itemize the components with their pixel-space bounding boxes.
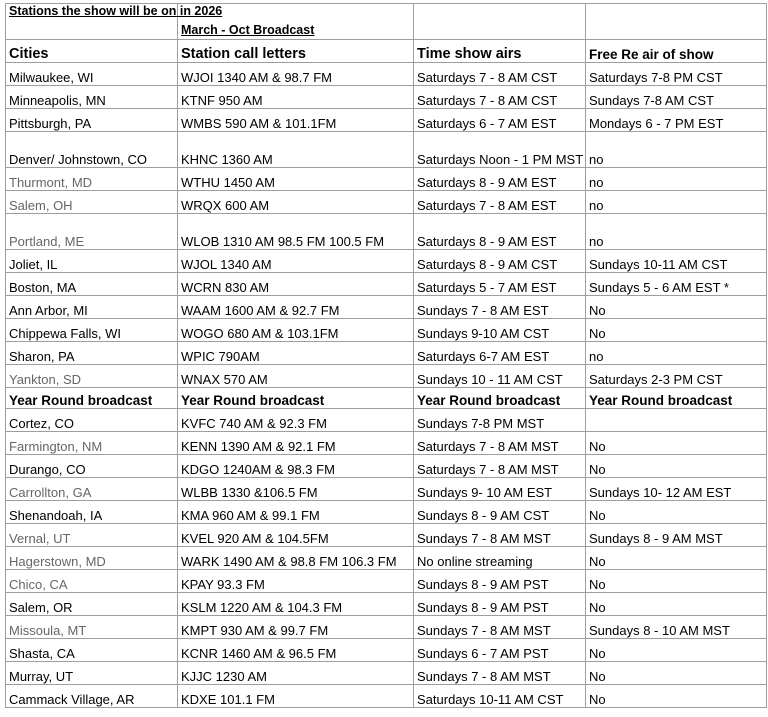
table-row — [6, 478, 767, 501]
time-cell[interactable]: Sundays 7 - 8 AM MST — [414, 524, 586, 547]
free-reair-cell[interactable]: no — [586, 191, 767, 214]
table-row — [6, 319, 767, 342]
station-cell[interactable]: KMPT 930 AM & 99.7 FM — [178, 616, 414, 639]
station-cell[interactable]: WNAX 570 AM — [178, 365, 414, 388]
table-row — [6, 86, 767, 109]
free-reair-cell[interactable]: Sundays 7-8 AM CST — [586, 86, 767, 109]
city-cell[interactable]: Minneapolis, MN — [6, 86, 178, 109]
section-time[interactable]: Year Round broadcast — [414, 388, 586, 409]
free-reair-cell[interactable]: No — [586, 296, 767, 319]
seasonal-rows — [6, 63, 767, 388]
station-cell[interactable]: WMBS 590 AM & 101.1FM — [178, 109, 414, 132]
table-row — [6, 109, 767, 132]
free-reair-cell[interactable]: Saturdays 7-8 PM CST — [586, 63, 767, 86]
stations-title-cell[interactable]: Stations the show will be on in 2026 — [6, 4, 178, 40]
table-row — [6, 365, 767, 388]
time-cell[interactable]: Sundays 8 - 9 AM PST — [414, 593, 586, 616]
table-row — [6, 63, 767, 86]
city-cell[interactable]: Portland, ME — [6, 214, 178, 250]
time-cell[interactable]: Saturdays 7 - 8 AM MST — [414, 455, 586, 478]
city-cell[interactable]: Milwaukee, WI — [6, 63, 178, 86]
time-cell[interactable]: Sundays 7 - 8 AM MST — [414, 662, 586, 685]
header-cities[interactable]: Cities — [6, 40, 178, 63]
free-reair-cell[interactable]: No — [586, 570, 767, 593]
free-reair-cell[interactable]: No — [586, 501, 767, 524]
station-cell[interactable]: WCRN 830 AM — [178, 273, 414, 296]
free-reair-cell[interactable]: No — [586, 319, 767, 342]
table-row — [6, 342, 767, 365]
free-reair-cell[interactable]: No — [586, 639, 767, 662]
free-reair-cell[interactable] — [586, 409, 767, 432]
table-row — [6, 132, 767, 168]
station-cell[interactable]: KENN 1390 AM & 92.1 FM — [178, 432, 414, 455]
free-reair-cell[interactable]: No — [586, 662, 767, 685]
free-reair-cell[interactable]: no — [586, 132, 767, 168]
time-cell[interactable]: Saturdays 7 - 8 AM CST — [414, 63, 586, 86]
station-cell[interactable]: KPAY 93.3 FM — [178, 570, 414, 593]
station-cell[interactable]: KTNF 950 AM — [178, 86, 414, 109]
time-cell[interactable]: Sundays 7 - 8 AM EST — [414, 296, 586, 319]
time-cell[interactable]: Sundays 6 - 7 AM PST — [414, 639, 586, 662]
free-reair-cell[interactable]: no — [586, 168, 767, 191]
city-cell[interactable]: Durango, CO — [6, 455, 178, 478]
table-row — [6, 616, 767, 639]
table-row — [6, 432, 767, 455]
header-call-letters[interactable]: Station call letters — [178, 40, 414, 63]
section-call-letters[interactable]: Year Round broadcast — [178, 388, 414, 409]
header-free-reair[interactable]: Free Re air of show — [586, 40, 767, 63]
time-cell[interactable]: Saturdays 8 - 9 AM EST — [414, 168, 586, 191]
free-reair-cell[interactable]: Saturdays 2-3 PM CST — [586, 365, 767, 388]
station-cell[interactable]: WLOB 1310 AM 98.5 FM 100.5 FM — [178, 214, 414, 250]
table-row — [6, 685, 767, 708]
table-row — [6, 547, 767, 570]
time-cell[interactable]: Sundays 7 - 8 AM MST — [414, 616, 586, 639]
city-cell[interactable]: Shasta, CA — [6, 639, 178, 662]
city-cell[interactable]: Salem, OR — [6, 593, 178, 616]
time-cell[interactable]: Sundays 8 - 9 AM PST — [414, 570, 586, 593]
broadcast-title-cell[interactable]: March - Oct Broadcast — [178, 4, 414, 40]
free-reair-cell[interactable]: Mondays 6 - 7 PM EST — [586, 109, 767, 132]
city-cell[interactable]: Farmington, NM — [6, 432, 178, 455]
table-row — [6, 409, 767, 432]
station-cell[interactable]: WJOI 1340 AM & 98.7 FM — [178, 63, 414, 86]
time-cell[interactable]: Saturdays 7 - 8 AM CST — [414, 86, 586, 109]
free-reair-cell[interactable]: No — [586, 455, 767, 478]
station-cell[interactable]: WTHU 1450 AM — [178, 168, 414, 191]
table-row — [6, 501, 767, 524]
time-cell[interactable]: Saturdays 6 - 7 AM EST — [414, 109, 586, 132]
time-cell[interactable]: Sundays 10 - 11 AM CST — [414, 365, 586, 388]
table-row — [6, 214, 767, 250]
city-cell[interactable]: Sharon, PA — [6, 342, 178, 365]
stations-spreadsheet — [5, 3, 767, 708]
free-reair-cell[interactable]: Sundays 10-11 AM CST — [586, 250, 767, 273]
station-cell[interactable]: WPIC 790AM — [178, 342, 414, 365]
section-cities[interactable]: Year Round broadcast — [6, 388, 178, 409]
city-cell[interactable]: Joliet, IL — [6, 250, 178, 273]
time-cell[interactable]: Saturdays 8 - 9 AM CST — [414, 250, 586, 273]
city-cell[interactable]: Hagerstown, MD — [6, 547, 178, 570]
station-cell[interactable]: KHNC 1360 AM — [178, 132, 414, 168]
station-cell[interactable]: KMA 960 AM & 99.1 FM — [178, 501, 414, 524]
city-cell[interactable]: Ann Arbor, MI — [6, 296, 178, 319]
city-cell[interactable]: Thurmont, MD — [6, 168, 178, 191]
city-cell[interactable]: Denver/ Johnstown, CO — [6, 132, 178, 168]
table-row — [6, 639, 767, 662]
empty-title-cell[interactable] — [586, 4, 767, 40]
table-row — [6, 662, 767, 685]
free-reair-cell[interactable]: No — [586, 593, 767, 616]
time-cell[interactable]: Sundays 8 - 9 AM CST — [414, 501, 586, 524]
free-reair-cell[interactable]: Sundays 10- 12 AM EST — [586, 478, 767, 501]
time-cell[interactable]: Saturdays Noon - 1 PM MST — [414, 132, 586, 168]
station-cell[interactable]: KDGO 1240AM & 98.3 FM — [178, 455, 414, 478]
city-cell[interactable]: Yankton, SD — [6, 365, 178, 388]
city-cell[interactable]: Cammack Village, AR — [6, 685, 178, 708]
station-cell[interactable]: WLBB 1330 &106.5 FM — [178, 478, 414, 501]
time-cell[interactable]: Sundays 9-10 AM CST — [414, 319, 586, 342]
city-cell[interactable]: Vernal, UT — [6, 524, 178, 547]
table-row — [6, 191, 767, 214]
table-row — [6, 296, 767, 319]
city-cell[interactable]: Pittsburgh, PA — [6, 109, 178, 132]
time-cell[interactable]: Saturdays 7 - 8 AM EST — [414, 191, 586, 214]
yearround-rows — [6, 409, 767, 708]
station-cell[interactable]: KDXE 101.1 FM — [178, 685, 414, 708]
free-reair-cell[interactable]: no — [586, 342, 767, 365]
free-reair-cell[interactable]: No — [586, 547, 767, 570]
station-cell[interactable]: WAAM 1600 AM & 92.7 FM — [178, 296, 414, 319]
free-reair-cell[interactable]: No — [586, 432, 767, 455]
time-cell[interactable]: Saturdays 5 - 7 AM EST — [414, 273, 586, 296]
city-cell[interactable]: Chippewa Falls, WI — [6, 319, 178, 342]
station-cell[interactable]: KSLM 1220 AM & 104.3 FM — [178, 593, 414, 616]
station-cell[interactable]: WARK 1490 AM & 98.8 FM 106.3 FM — [178, 547, 414, 570]
station-cell[interactable]: WOGO 680 AM & 103.1FM — [178, 319, 414, 342]
section-free-reair[interactable]: Year Round broadcast — [586, 388, 767, 409]
table-row — [6, 273, 767, 296]
free-reair-cell[interactable]: no — [586, 214, 767, 250]
city-cell[interactable]: Missoula, MT — [6, 616, 178, 639]
title-row — [6, 4, 767, 40]
table-row — [6, 250, 767, 273]
city-cell[interactable]: Cortez, CO — [6, 409, 178, 432]
free-reair-cell[interactable]: No — [586, 685, 767, 708]
free-reair-cell[interactable]: Sundays 8 - 9 AM MST — [586, 524, 767, 547]
table-row — [6, 168, 767, 191]
time-cell[interactable]: Saturdays 10-11 AM CST — [414, 685, 586, 708]
time-cell[interactable]: Sundays 7-8 PM MST — [414, 409, 586, 432]
station-cell[interactable]: KVFC 740 AM & 92.3 FM — [178, 409, 414, 432]
time-cell[interactable]: Saturdays 8 - 9 AM EST — [414, 214, 586, 250]
station-cell[interactable]: WRQX 600 AM — [178, 191, 414, 214]
station-cell[interactable]: KJJC 1230 AM — [178, 662, 414, 685]
city-cell[interactable]: Chico, CA — [6, 570, 178, 593]
time-cell[interactable]: Saturdays 7 - 8 AM MST — [414, 432, 586, 455]
free-reair-cell[interactable]: Sundays 5 - 6 AM EST * — [586, 273, 767, 296]
section-header-row — [6, 388, 767, 409]
city-cell[interactable]: Boston, MA — [6, 273, 178, 296]
table-row — [6, 593, 767, 616]
city-cell[interactable]: Shenandoah, IA — [6, 501, 178, 524]
time-cell[interactable]: No online streaming — [414, 547, 586, 570]
station-cell[interactable]: KCNR 1460 AM & 96.5 FM — [178, 639, 414, 662]
station-cell[interactable]: KVEL 920 AM & 104.5FM — [178, 524, 414, 547]
free-reair-cell[interactable]: Sundays 8 - 10 AM MST — [586, 616, 767, 639]
table-row — [6, 524, 767, 547]
empty-title-cell[interactable] — [414, 4, 586, 40]
city-cell[interactable]: Carrollton, GA — [6, 478, 178, 501]
city-cell[interactable]: Murray, UT — [6, 662, 178, 685]
station-cell[interactable]: WJOL 1340 AM — [178, 250, 414, 273]
header-time[interactable]: Time show airs — [414, 40, 586, 63]
time-cell[interactable]: Saturdays 6-7 AM EST — [414, 342, 586, 365]
city-cell[interactable]: Salem, OH — [6, 191, 178, 214]
table-row — [6, 455, 767, 478]
table-row — [6, 570, 767, 593]
time-cell[interactable]: Sundays 9- 10 AM EST — [414, 478, 586, 501]
header-row — [6, 40, 767, 63]
